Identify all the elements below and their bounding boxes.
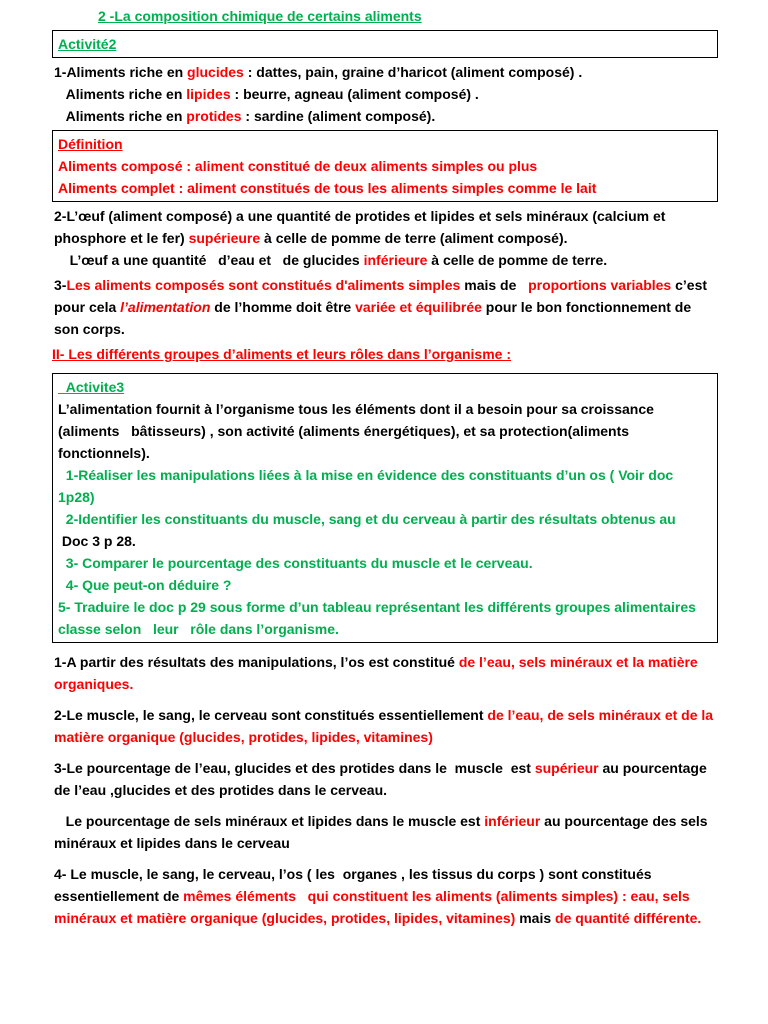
answer-1 [52, 651, 718, 695]
answer-2 [52, 704, 718, 748]
text-segment: l’alimentation [120, 299, 211, 315]
text-segment: Aliments riche en [54, 86, 187, 102]
text-line [58, 177, 712, 199]
text-segment: de l’eau, de sels minéraux et de la matière organique (glucides, protides, lipides, vitamines) [54, 707, 717, 745]
composed-foods-note [52, 274, 718, 340]
text-segment: c’est pour cela [54, 277, 711, 315]
text-line [58, 596, 712, 640]
text-line [54, 61, 716, 83]
activity2-box [52, 30, 718, 58]
text-segment: 2 -La composition chimique de certains aliments [98, 8, 422, 24]
activity3-box [52, 373, 718, 643]
text-line [58, 133, 712, 155]
text-line [54, 105, 716, 127]
text-segment: mais [515, 910, 556, 926]
text-segment: supérieure [188, 230, 261, 246]
text-line [52, 343, 718, 365]
text-segment: de quantité différente. [555, 910, 702, 926]
section-2-heading [52, 343, 718, 365]
answer-4 [52, 810, 718, 854]
text-line [58, 464, 712, 508]
text-segment: de l’homme doit être [210, 299, 356, 315]
text-line [98, 5, 718, 27]
text-segment: à celle de pomme de terre (aliment composé). [260, 230, 568, 246]
egg-comparison [52, 205, 718, 271]
text-segment: 3- [54, 277, 67, 293]
text-segment: : beurre, agneau (aliment composé) . [230, 86, 479, 102]
text-segment: mais de [460, 277, 529, 293]
text-line [54, 249, 716, 271]
text-line [54, 651, 716, 695]
text-segment: 4- Que peut-on déduire ? [58, 577, 232, 593]
text-segment: : dattes, pain, graine d’haricot (aliment composé) . [243, 64, 583, 80]
text-line [58, 33, 712, 55]
text-segment: L’alimentation fournit à l’organisme tous les éléments dont il a besoin pour sa croissance (aliments bâtisseurs) , son activité (aliments énergétiques), et sa protection(aliments fonctionnels). [58, 401, 658, 461]
text-segment: 5- Traduire le doc p 29 sous forme d’un tableau représentant les différents groupes alimentaires classe selon leur rôle dans l’organisme. [58, 599, 700, 637]
text-segment: 2-Le muscle, le sang, le cerveau sont constitués essentiellement [54, 707, 488, 723]
text-line [58, 552, 712, 574]
text-segment: : sardine (aliment composé). [241, 108, 436, 124]
text-segment: Aliments composé : aliment constitué de deux aliments simples ou plus [58, 158, 538, 174]
text-segment: inférieure [363, 252, 428, 268]
text-segment: L’œuf a une quantité d’eau et de glucides [54, 252, 364, 268]
answer-3 [52, 757, 718, 801]
text-segment: 2-Identifier les constituants du muscle, sang et du cerveau à partir des résultats obtenus au [58, 511, 676, 527]
document-title [98, 5, 718, 27]
text-segment: 1-Aliments riche en [54, 64, 188, 80]
text-line [58, 398, 712, 464]
text-segment: 3- Comparer le pourcentage des constituants du muscle et le cerveau. [58, 555, 533, 571]
text-segment: 4- Le muscle, le sang, le cerveau, l’os ( les organes , les tissus du corps ) sont constitués essentiellement de [54, 866, 656, 904]
text-line [54, 863, 716, 929]
text-segment: Définition [58, 136, 123, 152]
text-segment: Aliments riche en [54, 108, 187, 124]
text-segment: mêmes éléments qui constituent les aliments (aliments simples) : eau, sels minéraux et matière organique (glucides, protides, lipides, vitamines) [54, 888, 702, 926]
foods-rich-list [52, 61, 718, 127]
text-segment: lipides [186, 86, 231, 102]
text-segment: Les aliments composés sont constitués d'aliments simples [66, 277, 461, 293]
text-line [54, 704, 716, 748]
text-segment: II- Les différents groupes d’aliments et leurs rôles dans l’organisme : [52, 346, 512, 362]
text-segment: au pourcentage des sels minéraux et lipides dans le cerveau [54, 813, 712, 851]
text-line [54, 205, 716, 249]
definition-box [52, 130, 718, 202]
text-segment: protides [186, 108, 242, 124]
text-segment: Aliments complet : aliment constitués de tous les aliments simples comme le lait [58, 180, 597, 196]
text-line [58, 376, 712, 398]
text-segment: glucides [187, 64, 244, 80]
text-line [58, 530, 712, 552]
text-line [58, 155, 712, 177]
document-content [52, 5, 718, 929]
text-segment: variée et équilibrée [355, 299, 482, 315]
text-line [54, 274, 716, 340]
text-segment: supérieur [534, 760, 599, 776]
text-segment: Activite3 [58, 379, 125, 395]
text-line [54, 757, 716, 801]
text-line [54, 83, 716, 105]
text-segment: inférieur [484, 813, 541, 829]
text-line [58, 574, 712, 596]
text-line [54, 810, 716, 854]
text-segment: Doc 3 p 28. [58, 533, 136, 549]
text-segment: 1-A partir des résultats des manipulations, l’os est constitué [54, 654, 459, 670]
text-segment: pour le bon fonctionnement de son corps. [54, 299, 696, 337]
text-segment: de l’eau, sels minéraux et la matière organiques. [54, 654, 702, 692]
answer-5 [52, 863, 718, 929]
text-line [58, 508, 712, 530]
text-segment: Activité2 [58, 36, 117, 52]
text-segment: 1-Réaliser les manipulations liées à la mise en évidence des constituants d’un os ( Voir doc 1p28) [58, 467, 678, 505]
text-segment: 3-Le pourcentage de l’eau, glucides et des protides dans le muscle est [54, 760, 535, 776]
text-segment: Le pourcentage de sels minéraux et lipides dans le muscle est [54, 813, 485, 829]
text-segment: au pourcentage de l’eau ,glucides et des protides dans le cerveau. [54, 760, 711, 798]
text-segment: à celle de pomme de terre. [427, 252, 608, 268]
text-segment: 2-L’œuf (aliment composé) a une quantité de protides et lipides et sels minéraux (calcium et phosphore et le fer) [54, 208, 670, 246]
text-segment: proportions variables [528, 277, 672, 293]
